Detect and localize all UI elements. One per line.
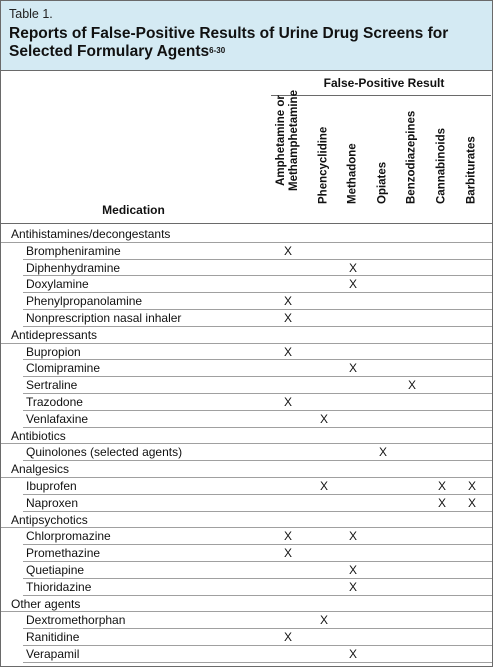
medication-name: Promethazine [26,546,101,561]
false-positive-rule [271,95,491,96]
false-positive-mark: X [319,613,328,628]
false-positive-mark: X [348,579,357,594]
false-positive-mark: X [319,411,328,426]
false-positive-mark: X [467,495,476,510]
header-rule [1,223,492,224]
column-header-label [275,90,301,191]
medication-name: Venlafaxine [26,411,89,426]
medication-name: Bupropion [26,344,81,359]
table-label: Table 1. [9,7,53,21]
category-row [1,461,492,478]
table-row [1,495,492,512]
false-positive-mark: X [348,563,357,577]
false-positive-mark: X [283,294,292,309]
category-row [1,512,492,529]
table-row [1,629,492,646]
category-label: Antibiotics [11,428,66,443]
false-positive-mark: X [348,529,357,544]
medication-name: Chlorpromazine [26,529,111,544]
table-row [1,612,492,629]
column-header-label: Cannabinoids [435,127,448,204]
medication-name: Doxylamine [26,277,89,292]
medication-name: Sertraline [26,378,78,393]
medication-name: Ranitidine [26,630,80,645]
medication-name: Quetiapine [26,563,85,577]
false-positive-mark: X [437,495,446,510]
false-positive-mark: X [283,529,292,544]
category-label: Other agents [11,596,81,611]
false-positive-mark: X [378,445,387,460]
table-row [1,545,492,562]
false-positive-mark: X [283,395,292,409]
column-header-line: Methamphetamine [288,90,300,191]
table-row [1,444,492,461]
column-header-5 [428,101,456,217]
table-row [1,360,492,377]
table-row [1,310,492,327]
title-block [1,1,492,71]
column-header-1 [310,101,338,217]
medication-name: Ibuprofen [26,479,77,493]
medication-name: Nonprescription nasal inhaler [26,311,182,325]
medication-name: Trazodone [26,395,83,409]
false-positive-mark: X [348,277,357,292]
title-citation: 6-30 [209,46,226,55]
false-positive-mark: X [348,260,357,275]
medication-header: Medication [102,203,165,217]
medication-name: Brompheniramine [26,243,121,258]
false-positive-mark: X [467,479,476,493]
column-header-0 [274,90,302,217]
table-row [1,528,492,545]
medication-name: Phenylpropanolamine [26,294,143,309]
false-positive-mark: X [283,311,292,325]
false-positive-mark: X [283,630,292,645]
false-positive-mark: X [437,479,446,493]
category-row [1,327,492,344]
medication-name: Verapamil [26,647,80,661]
category-label: Analgesics [11,462,70,477]
table-row [1,243,492,260]
column-header-label: Phencyclidine [317,126,330,204]
category-row [1,428,492,445]
medication-name: Dextromethorphan [26,613,126,628]
table-row [1,646,492,663]
column-header-6 [458,101,486,217]
column-header-4 [398,101,426,217]
false-positive-mark: X [319,479,328,493]
title-text: Reports of False-Positive Results of Urine Drug Screens for Selected Formulary Agents [9,25,449,60]
false-positive-mark: X [283,243,292,258]
column-header-label: Barbiturates [465,136,478,204]
table-row [1,478,492,495]
table-row [1,411,492,428]
column-header-label: Benzodiazepines [405,110,418,204]
table-row [1,344,492,361]
table-row [1,276,492,293]
column-header-line: Amphetamine or [275,95,287,186]
category-label: Antidepressants [11,327,98,342]
column-header-label: Opiates [376,161,389,204]
false-positive-mark: X [348,361,357,376]
column-header-label: Methadone [346,143,359,204]
medication-name: Clomipramine [26,361,101,376]
table-row [1,293,492,310]
category-row [1,226,492,243]
table-row [1,394,492,411]
false-positive-mark: X [283,546,292,561]
category-label: Antipsychotics [11,512,88,527]
table-row [1,260,492,277]
false-positive-header: False-Positive Result [323,76,445,90]
table-row [1,562,492,579]
medication-name: Naproxen [26,495,79,510]
false-positive-mark: X [283,344,292,359]
category-label: Antihistamines/decongestants [11,227,171,241]
false-positive-mark: X [407,378,416,393]
medication-name: Thioridazine [26,579,92,594]
table-title [9,25,479,61]
table-row [1,579,492,596]
column-header-3 [369,101,397,217]
medication-name: Quinolones (selected agents) [26,445,183,460]
medication-name: Diphenhydramine [26,260,121,275]
category-row [1,596,492,613]
false-positive-mark: X [348,647,357,661]
table-row [1,377,492,394]
column-header-2 [339,101,367,217]
